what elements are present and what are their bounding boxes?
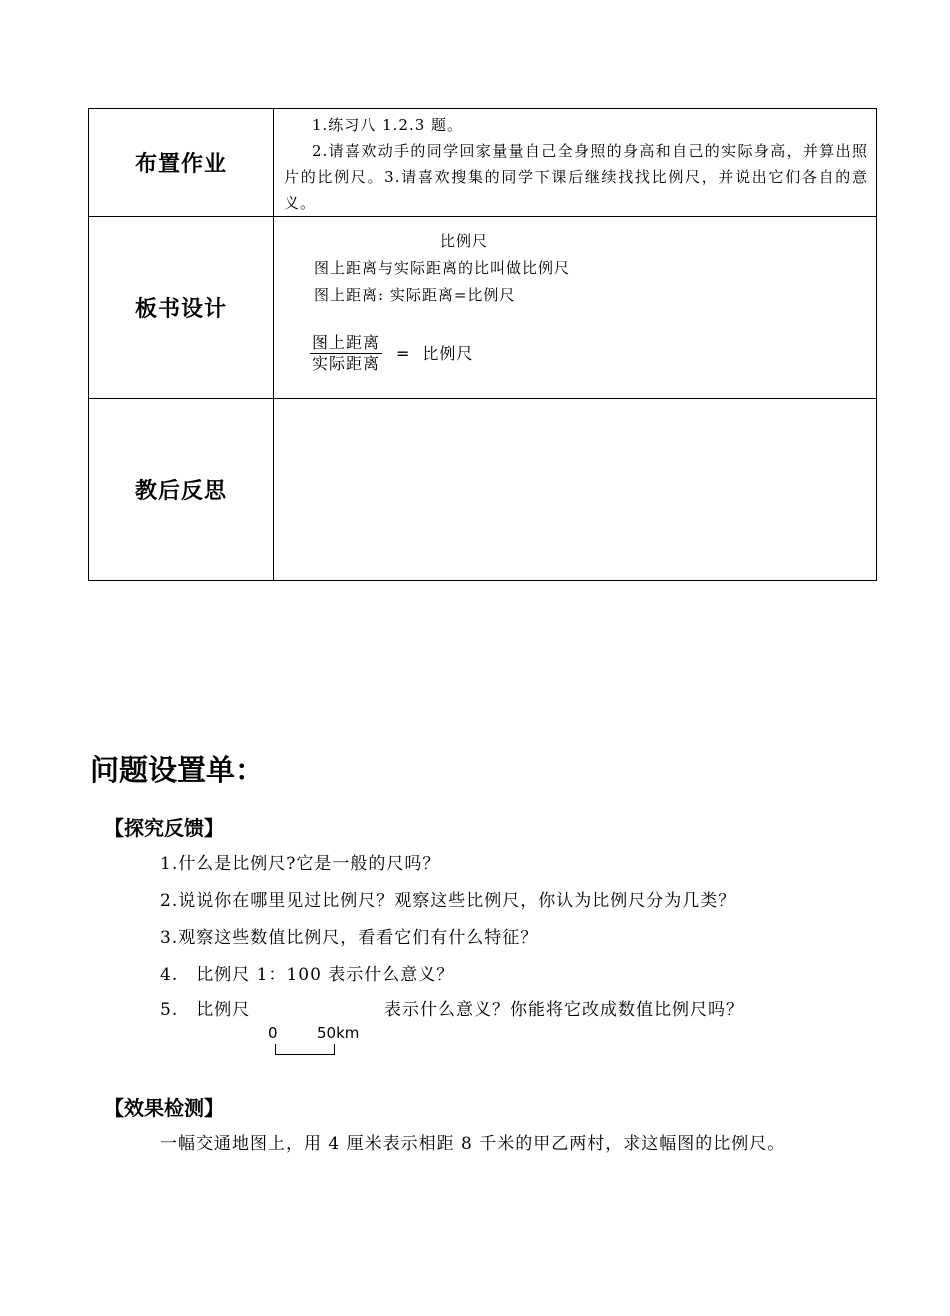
blackboard-label: 板书设计 xyxy=(89,217,274,399)
reflection-cell xyxy=(274,399,877,581)
blackboard-row xyxy=(89,217,877,399)
inquiry-question-5: 5. 比例尺 xyxy=(160,1000,251,1020)
scale-bar-end-label: 50km xyxy=(317,1024,360,1042)
question-sheet-title: 问题设置单： xyxy=(90,753,265,787)
test-question: 一幅交通地图上，用 4 厘米表示相距 8 千米的甲乙两村，求这幅图的比例尺。 xyxy=(160,1134,786,1154)
fraction-equals-sign: = xyxy=(396,344,411,363)
homework-row xyxy=(89,109,877,217)
fraction-result: 比例尺 xyxy=(422,344,474,363)
lesson-plan-table xyxy=(88,108,877,581)
scale-bar-start-label: 0 xyxy=(268,1024,278,1042)
inquiry-question-2: 2.说说你在哪里见过比例尺？观察这些比例尺，你认为比例尺分为几类？ xyxy=(160,891,737,911)
blackboard-fraction-formula xyxy=(310,333,473,374)
reflection-label: 教后反思 xyxy=(89,399,274,581)
homework-content xyxy=(274,109,876,216)
homework-item-2: 2.请喜欢动手的同学回家量量自己全身照的身高和自己的实际身高，并算出照片的比例尺。3.请喜欢搜集的同学下课后继续找找比例尺，并说出它们各自的意义。 xyxy=(284,142,868,212)
fraction-numerator: 图上距离 xyxy=(312,333,381,352)
inquiry-heading: 【探究反馈】 xyxy=(104,816,224,840)
inquiry-question-4: 4. 比例尺 1：100 表示什么意义？ xyxy=(160,965,455,985)
blackboard-content xyxy=(274,217,876,398)
inquiry-question-3: 3.观察这些数值比例尺，看看它们有什么特征？ xyxy=(160,928,539,948)
homework-item-1: 1.练习八 1.2.3 题。 xyxy=(312,116,464,134)
test-heading: 【效果检测】 xyxy=(104,1096,224,1120)
fraction xyxy=(310,333,382,374)
reflection-row xyxy=(89,399,877,581)
blackboard-title: 比例尺 xyxy=(440,232,489,250)
fraction-denominator: 实际距离 xyxy=(312,354,381,373)
inquiry-question-1: 1.什么是比例尺?它是一般的尺吗？ xyxy=(160,854,441,874)
blackboard-ratio-formula: 图上距离: 实际距离=比例尺 xyxy=(314,286,516,304)
inquiry-question-5-continuation: 表示什么意义？你能将它改成数值比例尺吗？ xyxy=(384,1000,744,1020)
scale-bar-line xyxy=(275,1044,335,1055)
homework-label: 布置作业 xyxy=(89,109,274,217)
blackboard-cell xyxy=(274,217,877,399)
blackboard-definition: 图上距离与实际距离的比叫做比例尺 xyxy=(314,259,571,277)
homework-cell xyxy=(274,109,877,217)
